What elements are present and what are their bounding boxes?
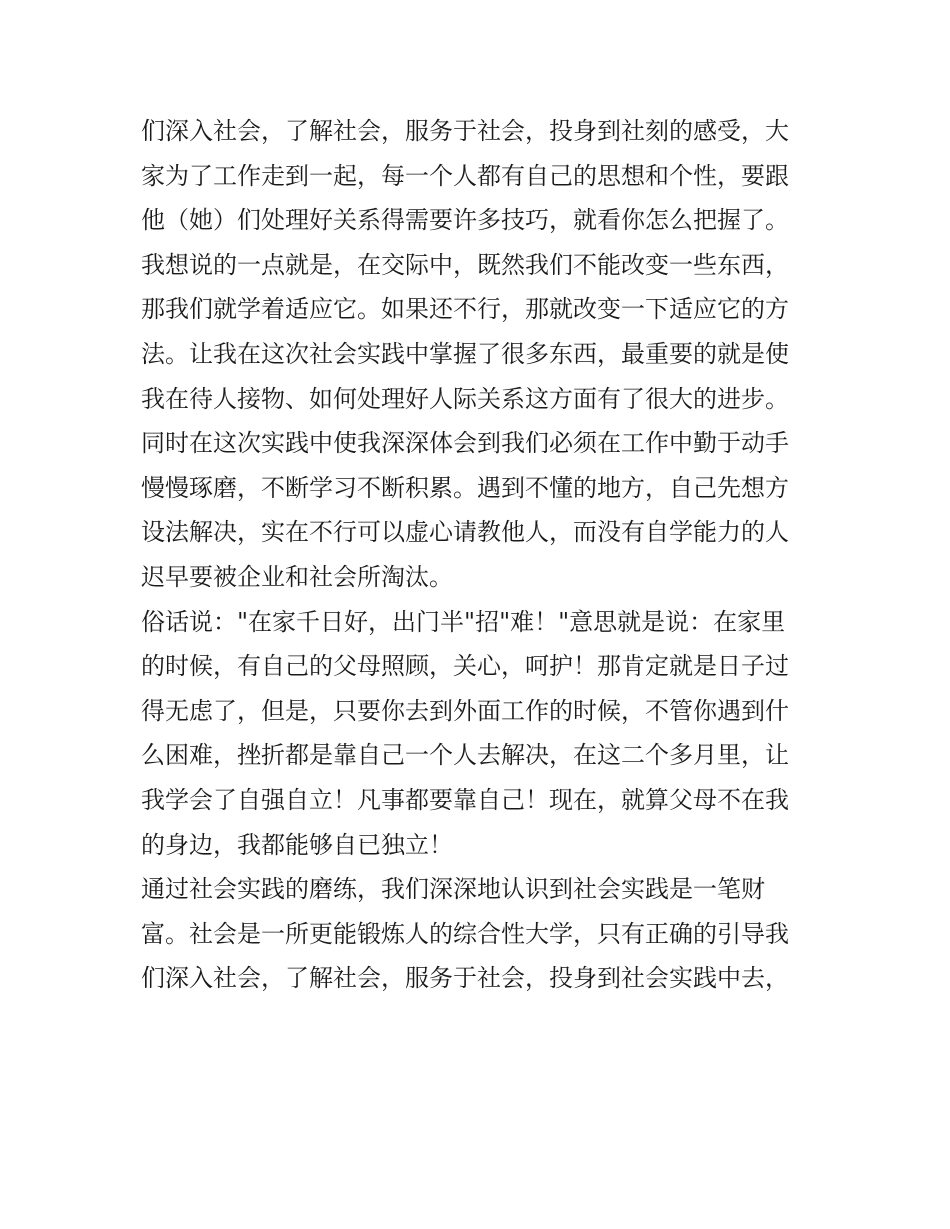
text-line: 我想说的一点就是，在交际中，既然我们不能改变一些东西， bbox=[141, 250, 789, 279]
text-line: 们深入社会，了解社会，服务于社会，投身到社刻的感受，大 bbox=[141, 117, 789, 145]
text-line: 么困难，挫折都是靠自己一个人去解决，在这二个多月里，让 bbox=[141, 741, 789, 770]
text-line: 同时在这次实践中使我深深体会到我们必须在工作中勤于动手 bbox=[141, 429, 789, 458]
text-line: 那我们就学着适应它。如果还不行，那就改变一下适应它的方 bbox=[141, 295, 789, 324]
text-line: 设法解决，实在不行可以虚心请教他人，而没有自学能力的人 bbox=[141, 518, 789, 547]
body-text bbox=[141, 109, 821, 1001]
text-line: 的身边，我都能够自已独立！ bbox=[141, 830, 453, 859]
text-line: 得无虑了，但是，只要你去到外面工作的时候，不管你遇到什 bbox=[141, 696, 789, 725]
text-line: 通过社会实践的磨练，我们深深地认识到社会实践是一笔财 bbox=[141, 875, 765, 904]
text-line: 法。让我在这次社会实践中掌握了很多东西，最重要的就是使 bbox=[141, 339, 789, 368]
text-line: 家为了工作走到一起，每一个人都有自己的思想和个性，要跟 bbox=[141, 161, 789, 190]
text-line: 我在待人接物、如何处理好人际关系这方面有了很大的进步。 bbox=[141, 384, 789, 413]
text-line: 富。社会是一所更能锻炼人的综合性大学，只有正确的引导我 bbox=[141, 919, 789, 948]
text-line: 我学会了自强自立！凡事都要靠自己！现在，就算父母不在我 bbox=[141, 785, 789, 814]
text-line: 迟早要被企业和社会所淘汰。 bbox=[141, 562, 453, 591]
text-line: 他（她）们处理好关系得需要许多技巧，就看你怎么把握了。 bbox=[141, 206, 789, 235]
text-line: 们深入社会，了解社会，服务于社会，投身到社会实践中去， bbox=[141, 964, 789, 993]
text-line: 俗话说："在家千日好，出门半"招"难！"意思就是说：在家里 bbox=[141, 607, 786, 636]
text-line: 的时候，有自己的父母照顾，关心，呵护！那肯定就是日子过 bbox=[141, 652, 789, 681]
text-line: 慢慢琢磨，不断学习不断积累。遇到不懂的地方，自己先想方 bbox=[141, 473, 789, 502]
